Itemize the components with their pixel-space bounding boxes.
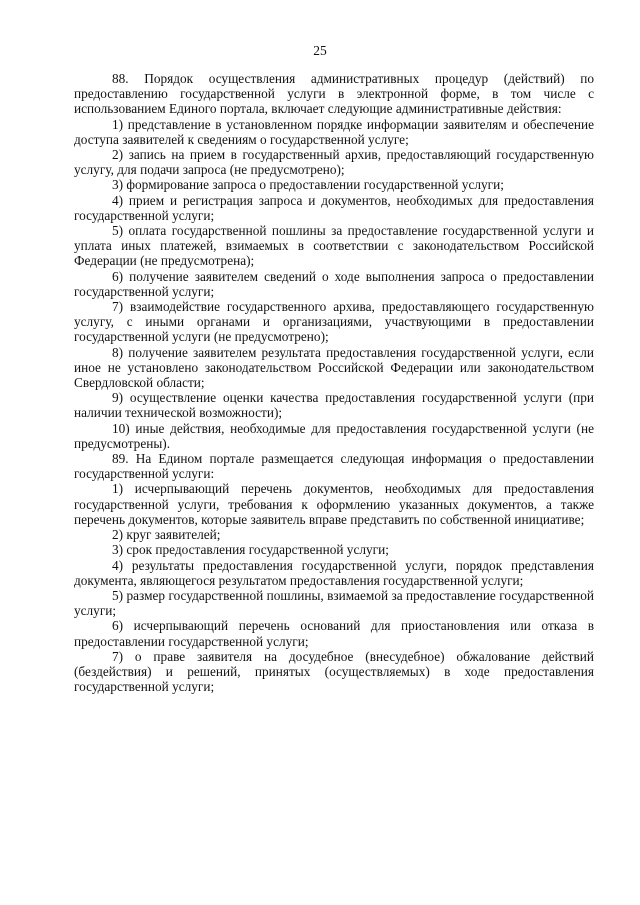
list-item-88-4: 4) прием и регистрация запроса и документов, необходимых для предоставления государственной услуги;	[74, 192, 594, 223]
list-item-89-1: 1) исчерпывающий перечень документов, необходимых для предоставления государственной услуги, требования к оформлению указанных документов, а также перечень документов, которые заявитель вправе представить по собственной инициативе;	[74, 481, 594, 527]
list-item-88-5: 5) оплата государственной пошлины за предоставление государственной услуги и уплата иных платежей, взимаемых в соответствии с законодательством Российской Федерации (не предусмотрена);	[74, 223, 594, 269]
list-item-88-7: 7) взаимодействие государственного архива, предоставляющего государственную услугу, с иными органами и организациями, участвующими в предоставлении государственной услуги (не предусмотрено);	[74, 299, 594, 345]
document-body	[74, 71, 594, 694]
list-item-88-3: 3) формирование запроса о предоставлении государственной услуги;	[112, 177, 504, 193]
list-item-88-8: 8) получение заявителем результата предоставления государственной услуги, если иное не установлено законодательством Российской Федерации или законодательством Свердловской области;	[74, 344, 594, 391]
list-item-89-7: 7) о праве заявителя на досудебное (внесудебное) обжалование действий (бездействия) и решений, принятых (осуществляемых) в ходе предоставления государственной услуги;	[74, 648, 594, 695]
list-item-88-9: 9) осуществление оценки качества предоставления государственной услуги (при наличии технической возможности);	[74, 390, 594, 421]
list-item-88-2: 2) запись на прием в государственный архив, предоставляющий государственную услугу, для подачи запроса (не предусмотрено);	[74, 147, 594, 178]
list-item-88-6: 6) получение заявителем сведений о ходе выполнения запроса о предоставлении государственной услуги;	[74, 268, 594, 299]
list-item-88-10: 10) иные действия, необходимые для предоставления государственной услуги (не предусмотрены).	[74, 420, 594, 451]
list-item-88-1: 1) представление в установленном порядке информации заявителям и обеспечение доступа заявителей к сведениям о государственной услуге;	[74, 116, 594, 147]
list-item-89-6: 6) исчерпывающий перечень оснований для приостановления или отказа в предоставлении государственной услуги;	[74, 618, 594, 649]
list-item-89-2: 2) круг заявителей;	[112, 527, 221, 543]
paragraph-88-intro: 88. Порядок осуществления административных процедур (действий) по предоставлению государственной услуги в электронной форме, в том числе с использованием Единого портала, включает следующие административные действия:	[74, 71, 594, 117]
list-item-89-3: 3) срок предоставления государственной услуги;	[112, 542, 389, 558]
paragraph-89-intro: 89. На Едином портале размещается следующая информация о предоставлении государственной услуги:	[74, 451, 594, 482]
list-item-89-4: 4) результаты предоставления государственной услуги, порядок представления документа, являющегося результатом предоставления государственной услуги;	[74, 557, 594, 588]
list-item-89-5: 5) размер государственной пошлины, взимаемой за предоставление государственной услуги;	[74, 587, 594, 619]
page-number: 25	[313, 43, 327, 58]
